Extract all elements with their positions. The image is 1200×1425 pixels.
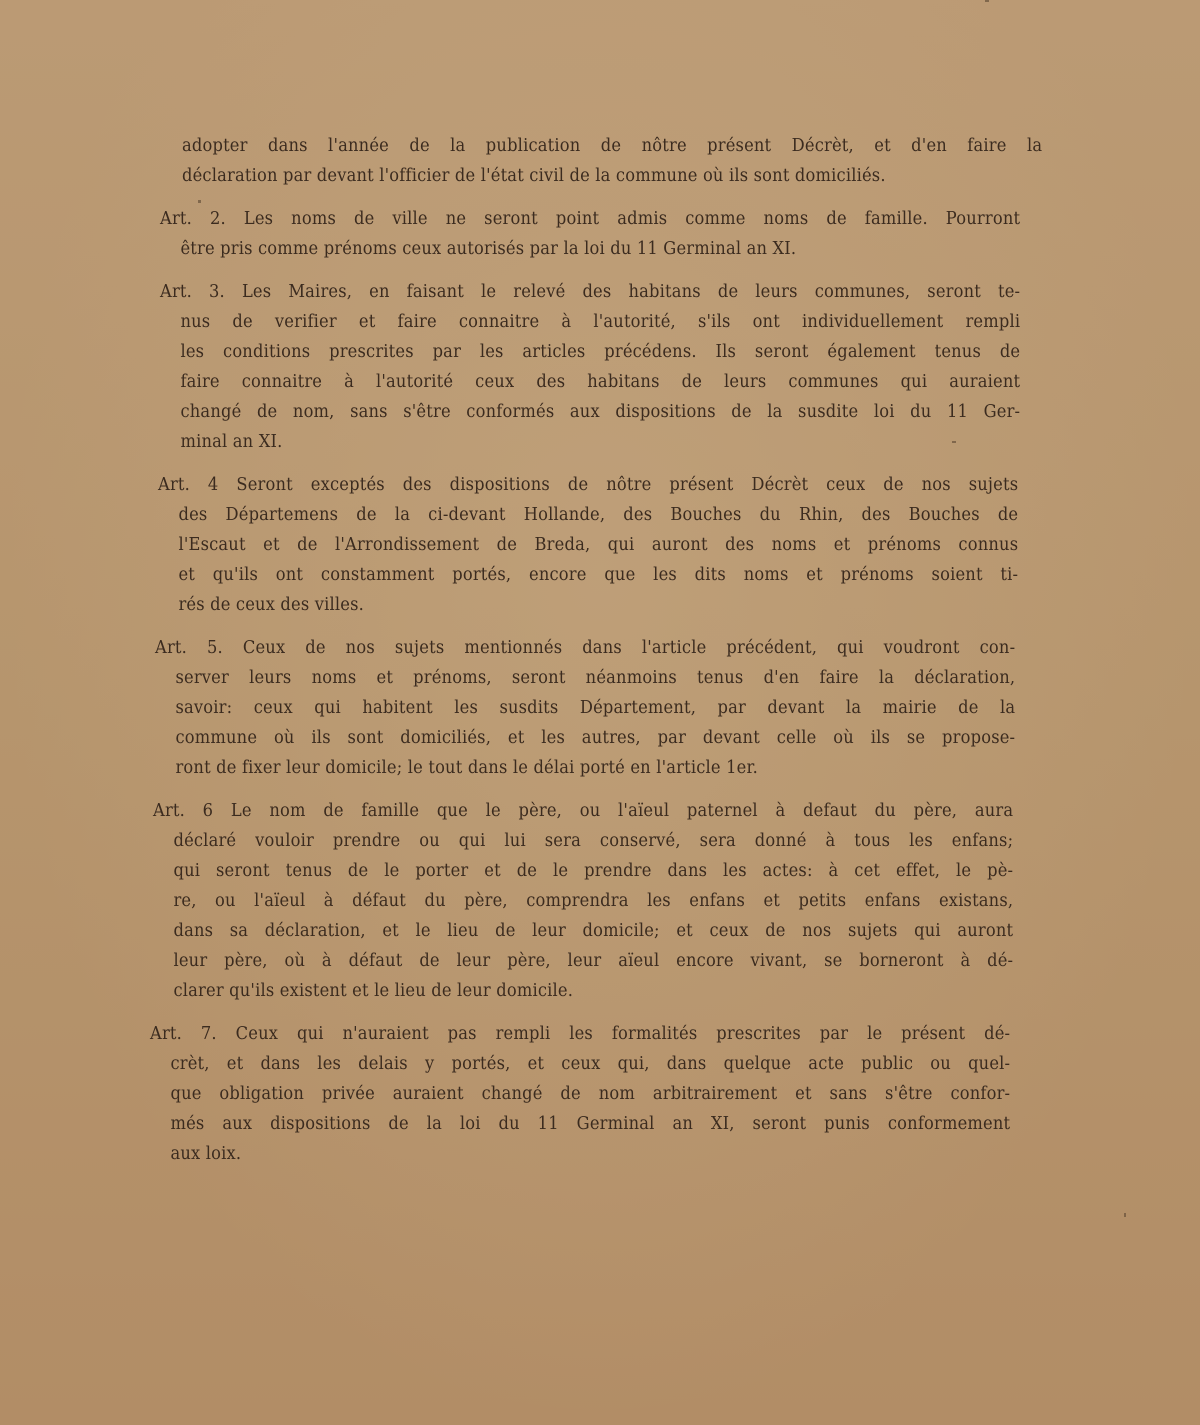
text-line: Art. 3. Les Maires, en faisant le relevé des habitans de leurs communes, seront te- [160,282,1021,302]
text-line: les conditions prescrites par les articles précédens. Ils seront également tenus de [180,342,1021,362]
text-line: Art. 2. Les noms de ville ne seront point admis comme noms de famille. Pourront [160,209,1021,229]
paper-speck [198,200,201,203]
text-line: server leurs noms et prénoms, seront néanmoins tenus d'en faire la déclaration, [175,668,1016,688]
article-6 [153,796,1014,1006]
text-line: adopter dans l'année de la publication de nôtre présent Décrèt, et d'en faire la [182,136,1043,156]
text-line: déclaration par devant l'officier de l'état civil de la commune où ils sont domiciliés. [182,166,886,186]
article-4 [158,470,1019,620]
article-3 [160,277,1021,457]
article-2 [160,204,1021,264]
text-line: Art. 7. Ceux qui n'auraient pas rempli les formalités prescrites par le présent dé- [150,1024,1011,1044]
text-line: déclaré vouloir prendre ou qui lui sera conservé, sera donné à tous les enfans; [173,831,1014,851]
text-line: être pris comme prénoms ceux autorisés par la loi du 11 Germinal an XI. [180,239,797,259]
paper-speck [1124,1213,1126,1217]
text-line: des Départemens de la ci-devant Hollande, des Bouches du Rhin, des Bouches de [178,505,1019,525]
article-7 [150,1019,1010,1169]
decree-text [150,131,1043,1169]
text-line: Art. 4 Seront exceptés des dispositions de nôtre présent Décrèt ceux de nos sujets [158,475,1019,495]
text-line: dans sa déclaration, et le lieu de leur domicile; et ceux de nos sujets qui auront [173,921,1014,941]
text-line: l'Escaut et de l'Arrondissement de Breda, qui auront des noms et prénoms connus [178,535,1019,555]
text-line: commune où ils sont domiciliés, et les autres, par devant celle où ils se propose- [175,728,1016,748]
text-line: changé de nom, sans s'être conformés aux dispositions de la susdite loi du 11 Ger- [180,402,1021,422]
paper-speck [952,441,956,443]
text-line: crèt, et dans les delais y portés, et ceux qui, dans quelque acte public ou quel- [170,1054,1011,1074]
text-line: rés de ceux des villes. [178,595,365,615]
text-line: Art. 6 Le nom de famille que le père, ou l'aïeul paternel à defaut du père, aura [153,801,1014,821]
text-line: Art. 5. Ceux de nos sujets mentionnés dans l'article précédent, qui voudront con- [155,638,1016,658]
text-line: et qu'ils ont constamment portés, encore que les dits noms et prénoms soient ti- [178,565,1019,585]
text-line: re, ou l'aïeul à défaut du père, comprendra les enfans et petits enfans existans, [173,891,1014,911]
text-line: faire connaitre à l'autorité ceux des habitans de leurs communes qui auraient [180,372,1021,392]
paper-speck [985,0,989,2]
text-line: savoir: ceux qui habitent les susdits Département, par devant la mairie de la [175,698,1016,718]
text-line: ront de fixer leur domicile; le tout dans le délai porté en l'article 1er. [175,758,758,778]
text-line: més aux dispositions de la loi du 11 Germinal an XI, seront punis conformement [170,1114,1011,1134]
text-line: aux loix. [170,1144,242,1164]
text-line: leur père, où à défaut de leur père, leur aïeul encore vivant, se borneront à dé- [173,951,1014,971]
text-line: que obligation privée auraient changé de nom arbitrairement et sans s'être confor- [170,1084,1011,1104]
text-line: clarer qu'ils existent et le lieu de leur domicile. [173,981,574,1001]
intro-paragraph [182,131,1043,191]
text-line: minal an XI. [180,432,283,452]
text-line: qui seront tenus de le porter et de le prendre dans les actes: à cet effet, le pè- [173,861,1014,881]
article-5 [155,633,1016,783]
text-line: nus de verifier et faire connaitre à l'autorité, s'ils ont individuellement rempli [180,312,1021,332]
